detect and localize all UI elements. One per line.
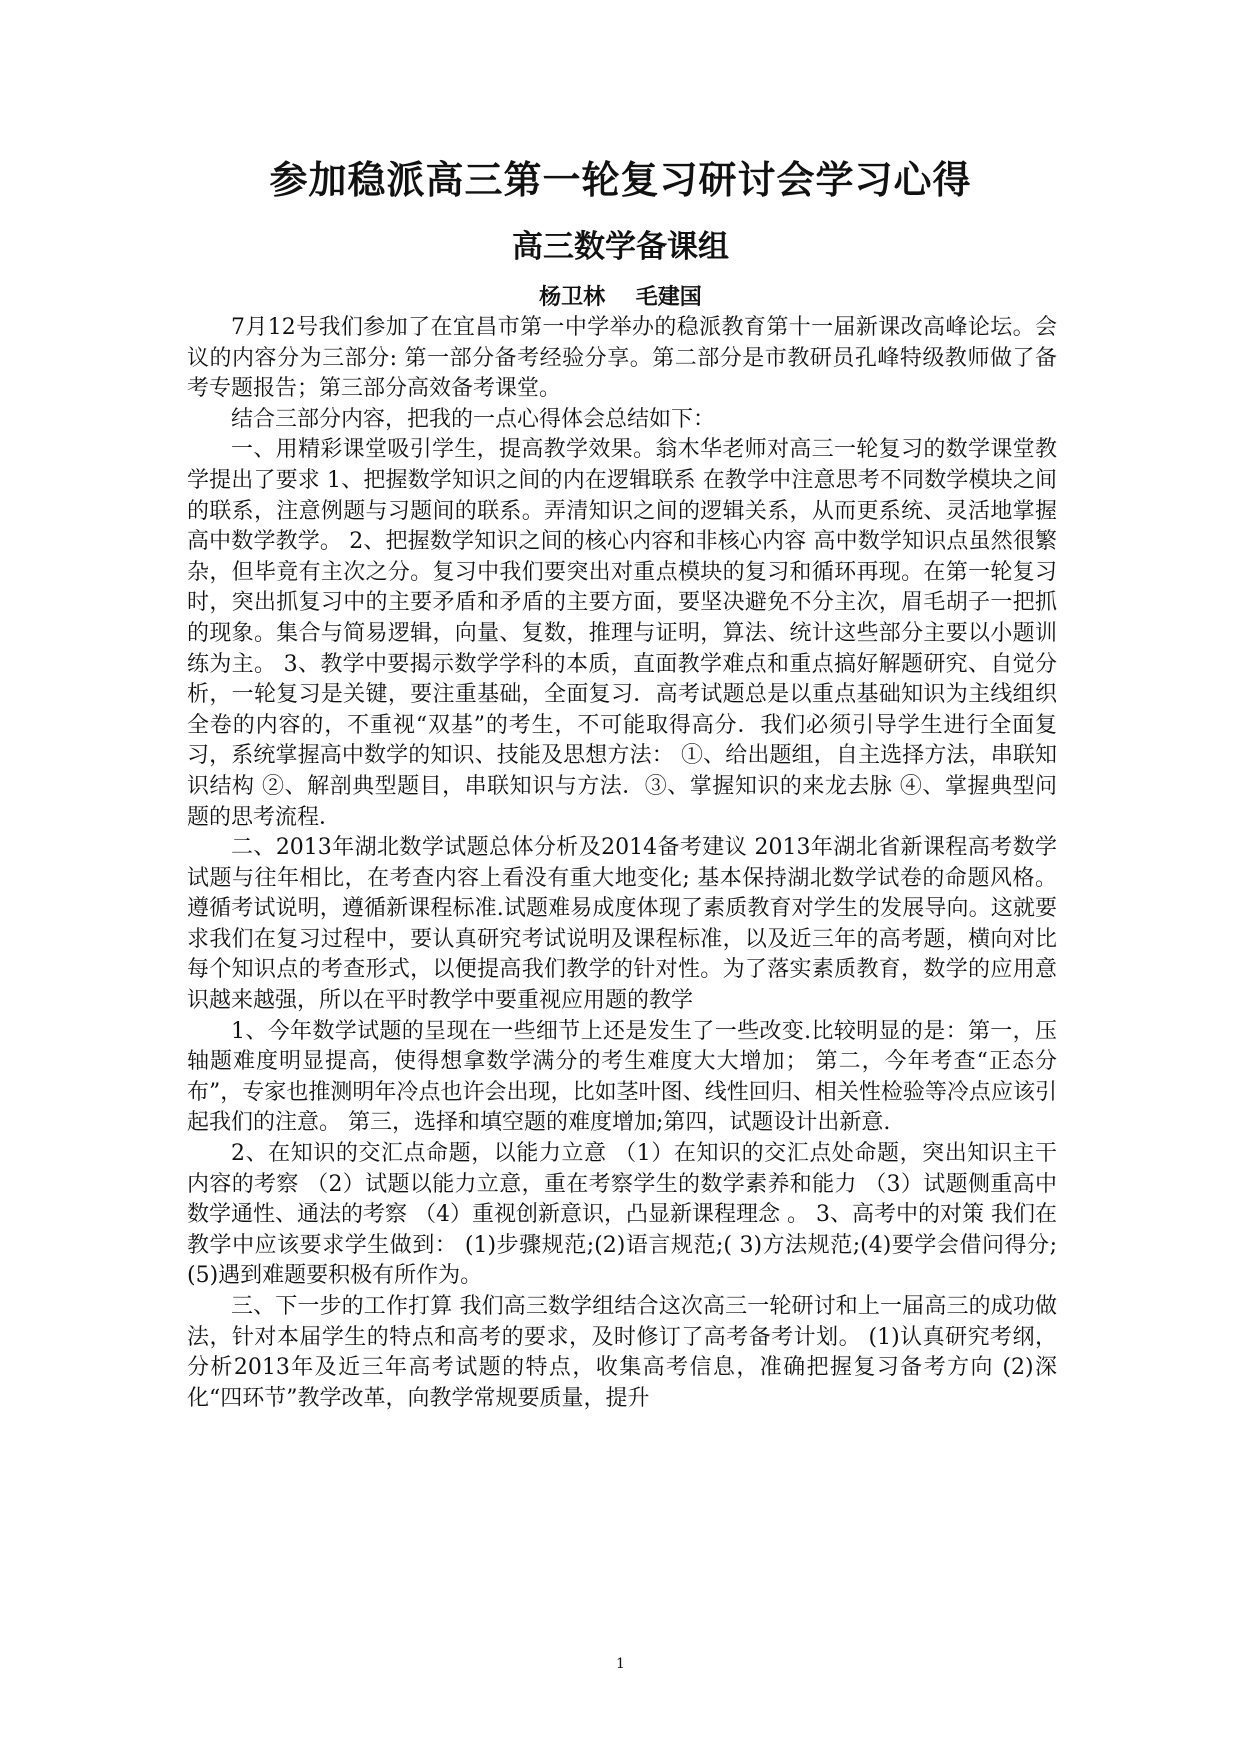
page-number: 1: [616, 1656, 625, 1672]
paragraph-section-two: 二、2013年湖北数学试题总体分析及2014备考建议 2013年湖北省新课程高考数学试题与往年相比，在考查内容上看没有重大地变化; 基本保持湖北数学试卷的命题风格。遵循考试说明，遵循新课程标准.试题难易成度体现了素质教育对学生的发展导向。这就要求我们在复习过程中，要认真研究考试说明及课程标准，以及近三年的高考题，横向对比每个知识点的考查形式，以便提高我们教学的针对性。为了落实素质教育，数学的应用意识越来越强，所以在平时教学中要重视应用题的教学: [187, 835, 1057, 1014]
page-title: 参加稳派高三第一轮复习研讨会学习心得: [269, 157, 972, 202]
page-subtitle: 高三数学备课组: [512, 229, 729, 265]
paragraph-section-three: 三、下一步的工作打算 我们高三数学组结合这次高三一轮研讨和上一届高三的成功做法，针对本届学生的特点和高考的要求，及时修订了高考备考计划。 (1)认真研究考纲，分析2013年及近三年高考试题的特点，收集高考信息，准确把握复习备考方向 (2)深化“四环节”教学改革，向教学常规要质量，提升: [187, 1294, 1057, 1411]
paragraph-summary-lead: 结合三部分内容，把我的一点心得体会总结如下：: [231, 406, 716, 432]
document-body: [187, 313, 1057, 1414]
authors-line: 杨卫林 毛建国: [539, 284, 702, 310]
paragraph-section-two-point-two: 2、在知识的交汇点命题，以能力立意 （1）在知识的交汇点处命题，突出知识主干内容的考察 （2）试题以能力立意，重在考察学生的数学素养和能力 （3）试题侧重高中数学通性、通法的考察 （4）重视创新意识，凸显新课程理念 。 3、高考中的对策 我们在教学中应该要求学生做到： (1)步骤规范;(2)语言规范;( 3)方法规范;(4)要学会借问得分; (5)遇到难题要积极有所作为。: [187, 1141, 1057, 1289]
paragraph-section-one: 一、用精彩课堂吸引学生，提高教学效果。翁木华老师对高三一轮复习的数学课堂教学提出了要求 1、把握数学知识之间的内在逻辑联系 在教学中注意思考不同数学模块之间的联系，注意例题与习题间的联系。弄清知识之间的逻辑关系，从而更系统、灵活地掌握高中数学教学。 2、把握数学知识之间的核心内容和非核心内容 高中数学知识点虽然很繁杂，但毕竟有主次之分。复习中我们要突出对重点模块的复习和循环再现。在第一轮复习时，突出抓复习中的主要矛盾和矛盾的主要方面，要坚决避免不分主次，眉毛胡子一把抓的现象。集合与简易逻辑，向量、复数，推理与证明，算法、统计这些部分主要以小题训练为主。 3、教学中要揭示数学学科的本质，直面教学难点和重点搞好解题研究、自觉分析，一轮复习是关键，要注重基础，全面复习．高考试题总是以重点基础知识为主线组织全卷的内容的，不重视“双基”的考生，不可能取得高分．我们必须引导学生进行全面复习，系统掌握高中数学的知识、技能及思想方法： ①、给出题组，自主选择方法，串联知识结构 ②、解剖典型题目，串联知识与方法．③、掌握知识的来龙去脉 ④、掌握典型问题的思考流程．: [187, 437, 1057, 830]
paragraph-section-two-point-one: 1、今年数学试题的呈现在一些细节上还是发生了一些改变.比较明显的是：第一，压轴题难度明显提高，使得想拿数学满分的考生难度大大增加； 第二，今年考查“正态分布”，专家也推测明年冷点也许会出现，比如茎叶图、线性回归、相关性检验等冷点应该引起我们的注意。 第三，选择和填空题的难度增加;第四，试题设计出新意.: [187, 1018, 1057, 1136]
paragraph-intro: 7月12号我们参加了在宜昌市第一中学举办的稳派教育第十一届新课改高峰论坛。会议的内容分为三部分: 第一部分备考经验分享。第二部分是市教研员孔峰特级教师做了备考专题报告；第三部分高效备考课堂。: [187, 315, 1057, 402]
